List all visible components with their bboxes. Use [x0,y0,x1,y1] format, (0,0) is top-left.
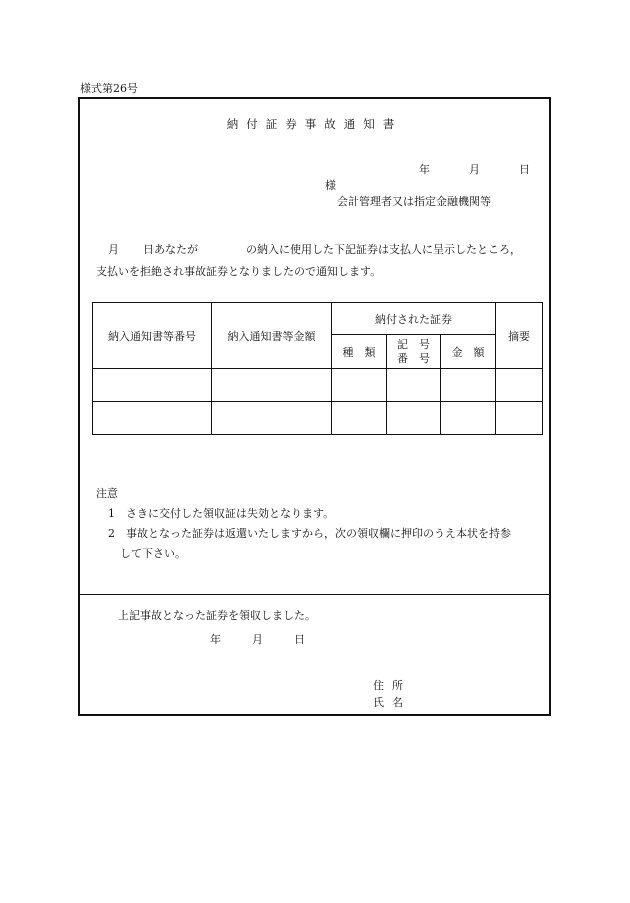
table-cell[interactable] [387,402,441,435]
receipt-year-label: 年 [210,633,221,646]
note-item-1: 1 さきに交付した領収証は失効となります。 [108,507,335,520]
note-item-2-continued: して下さい。 [120,547,186,560]
table-row [93,402,543,435]
table-cell[interactable] [441,402,496,435]
table-cell[interactable] [496,402,543,435]
body-day-you: 日あなたが [143,243,198,256]
table-cell[interactable] [332,369,387,402]
issue-date [419,161,530,177]
subheader-type: 種 類 [332,335,387,369]
receipt-statement: 上記事故となった証券を領収しました。 [118,609,316,622]
form-number: 様式第26号 [80,82,138,95]
table-cell[interactable] [332,402,387,435]
issuer-name: 会計管理者又は指定金融機関等 [337,195,491,208]
notes-section [96,484,546,564]
receipt-divider [80,594,549,595]
body-line1-rest: の納入に使用した下記証券は支払人に呈示したところ， [246,243,521,256]
addressee-suffix: 様 [325,179,336,192]
subheader-amount: 金 額 [441,335,496,369]
issue-year-label: 年 [419,163,430,176]
form-title: 納付証券事故通知書 [226,117,403,131]
table-cell[interactable] [496,369,543,402]
securities-table [92,302,543,435]
issue-day-label: 日 [519,163,530,176]
table-cell[interactable] [212,369,332,402]
body-month: 月 [108,243,119,256]
header-notice-number: 納入通知書等番号 [93,303,212,369]
table-row [93,369,543,402]
notice-form [78,97,551,716]
header-paid-securities: 納付された証券 [332,303,496,335]
table-cell[interactable] [387,369,441,402]
issue-month-label: 月 [469,163,480,176]
notes-heading: 注意 [96,487,118,500]
receipt-day-label: 日 [294,633,305,646]
receipt-month-label: 月 [252,633,263,646]
subheader-symbol-number: 記 号 番 号 [387,335,441,369]
table-cell[interactable] [212,402,332,435]
header-notice-amount: 納入通知書等金額 [212,303,332,369]
note-item-2: 2 事故となった証券は返還いたしますから，次の領収欄に押印のうえ本状を持参 [108,527,511,540]
notice-body [96,239,541,283]
table-cell[interactable] [93,402,212,435]
receipt-date [210,631,305,647]
header-summary: 摘要 [496,303,543,369]
table-cell[interactable] [93,369,212,402]
table-cell[interactable] [441,369,496,402]
address-label: 住所 [373,679,411,692]
body-line2: 支払いを拒絶され事故証券となりましたので通知します。 [96,265,382,278]
name-label: 氏名 [373,696,411,709]
